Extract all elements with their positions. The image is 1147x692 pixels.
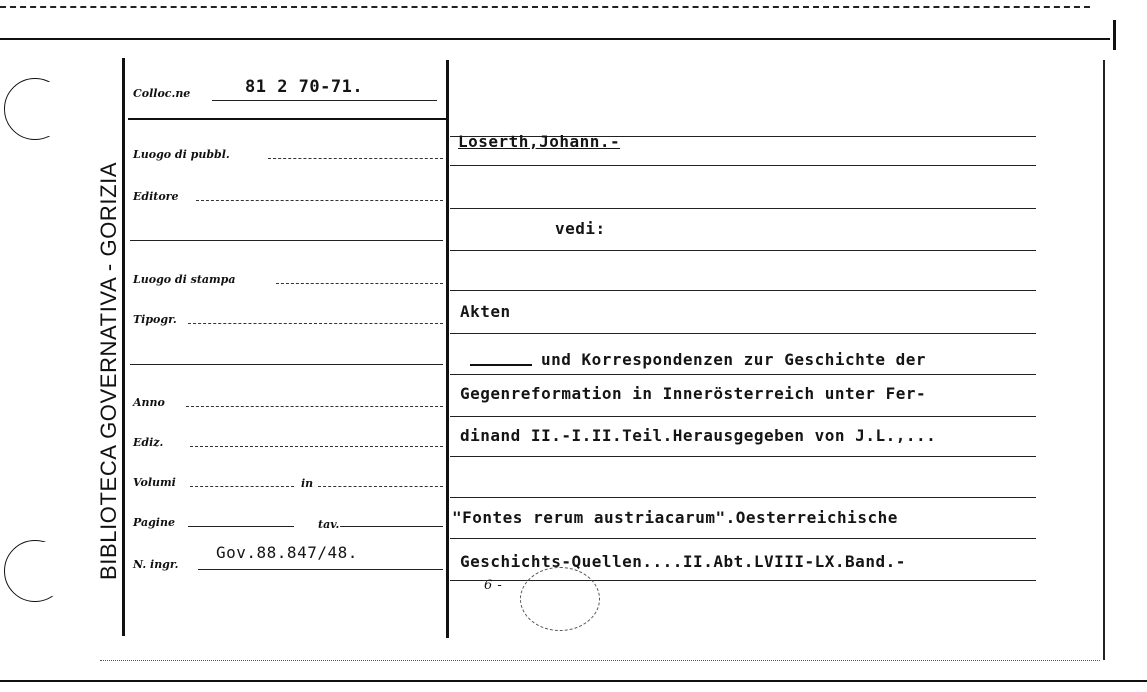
right-border-long	[1103, 60, 1105, 660]
top-rule-bold	[0, 38, 1110, 40]
handwritten-mark: 6 -	[484, 578, 503, 593]
label-anno: Anno	[133, 396, 165, 409]
rule-right-4	[450, 250, 1036, 251]
label-collocazione: Colloc.ne	[133, 87, 191, 100]
entry-line-3: dinand II.-I.II.Teil.Herausgegeben von J.L.,...	[460, 426, 937, 445]
rule-tavole	[340, 526, 443, 527]
entry-line-5: Geschichts-Quellen....II.Abt.LVIII-LX.Band.-	[460, 552, 906, 571]
entry-line-4: "Fontes rerum austriacarum".Oesterreichische	[452, 508, 898, 527]
left-column-line	[122, 58, 125, 636]
rule-blank-1	[130, 240, 443, 241]
institution-name: BIBLIOTECA GOVERNATIVA - GORIZIA	[96, 161, 121, 580]
middle-column-line	[446, 60, 449, 638]
label-pagine: Pagine	[133, 516, 175, 529]
rule-right-11	[450, 538, 1036, 539]
label-editore: Editore	[133, 190, 179, 203]
entry-line-1: und Korrespondenzen zur Geschichte der	[541, 350, 927, 369]
entry-line-2: Gegenreformation in Innerösterreich unter Fer-	[460, 384, 927, 403]
entry-author: Loserth,Johann.-	[458, 132, 621, 151]
label-ediz: Ediz.	[133, 436, 164, 449]
rule-anno	[186, 406, 443, 407]
rule-editore	[196, 200, 443, 201]
entry-see: vedi:	[555, 219, 606, 238]
rule-right-8	[450, 416, 1036, 417]
rule-n-ingr	[198, 569, 443, 570]
title-blank-underline	[470, 364, 532, 366]
rule-right-5	[450, 290, 1036, 291]
rule-right-2	[450, 165, 1036, 166]
rule-tipografo	[188, 323, 443, 324]
bottom-rule	[0, 680, 1147, 682]
label-n-ingr: N. ingr.	[133, 558, 179, 571]
rule-right-10	[450, 497, 1036, 498]
rule-pagine	[188, 526, 294, 527]
rule-volumi	[190, 486, 294, 487]
entry-title-word: Akten	[460, 302, 511, 321]
rule-luogo-stampa	[276, 283, 443, 284]
punch-hole-center	[520, 567, 600, 631]
label-luogo-pubbl: Luogo di pubbl.	[133, 148, 230, 161]
rule-right-9	[450, 456, 1036, 457]
rule-volumi-in	[318, 486, 443, 487]
top-rule	[0, 6, 1090, 8]
right-border	[1113, 20, 1116, 50]
label-volumi: Volumi	[133, 476, 176, 489]
rule-ediz	[190, 446, 443, 447]
rule-blank-2	[130, 364, 443, 365]
rule-right-6	[450, 333, 1036, 334]
bottom-dotted-rule	[100, 660, 1100, 661]
label-luogo-stampa: Luogo di stampa	[133, 273, 236, 286]
value-collocazione: 81 2 70-71.	[245, 77, 364, 97]
label-tipografo: Tipogr.	[133, 313, 177, 326]
rule-right-3	[450, 208, 1036, 209]
rule-collocazione	[212, 100, 437, 101]
value-n-ingr: Gov.88.847/48.	[216, 543, 358, 562]
label-tavole: tav.	[318, 518, 340, 531]
rule-luogo-pubbl	[268, 158, 443, 159]
rule-right-7	[450, 374, 1036, 375]
label-volumi-in: in	[301, 477, 314, 490]
rule-left-top	[128, 118, 446, 120]
